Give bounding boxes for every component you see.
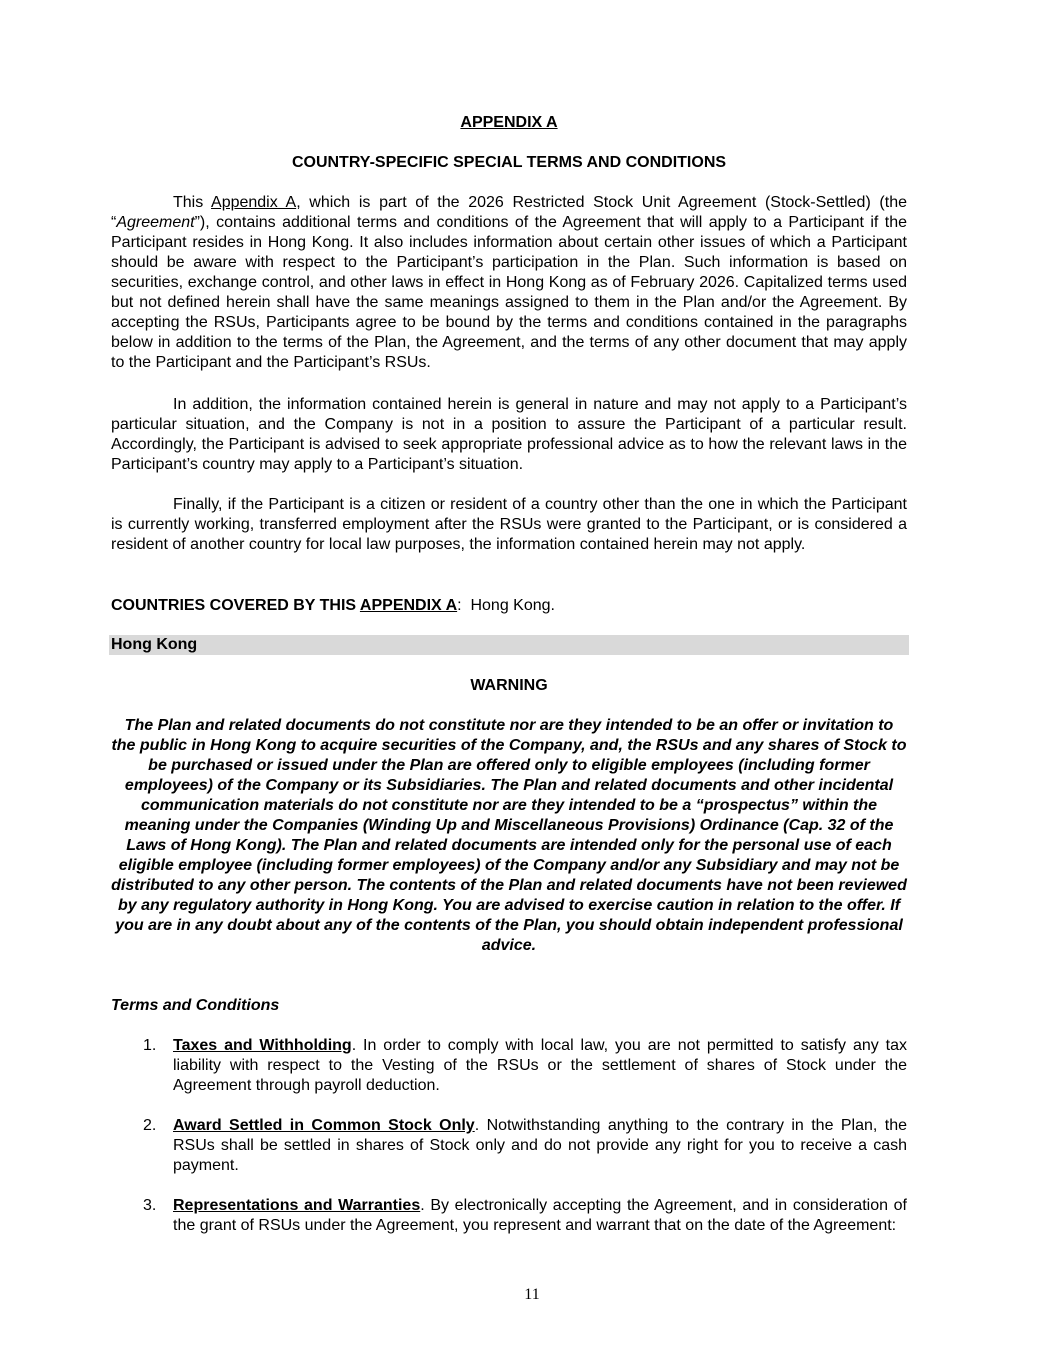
appendix-subtitle: COUNTRY-SPECIFIC SPECIAL TERMS AND CONDITIONS: [291, 154, 727, 171]
intro-paragraph-3: Finally, if the Participant is a citizen or resident of a country other than the one in which the Participant is currently working, transferred employment after the RSUs were granted to the Participant, or is considered a resident of another country for local law purposes, the information contained herein may not apply.: [111, 496, 907, 553]
warning-title: WARNING: [470, 677, 548, 694]
term-body: Representations and Warranties. By electronically accepting the Agreement, and in consideration of the grant of RSUs under the Agreement, you represent and warrant that on the date of the Agreement:: [173, 1197, 907, 1234]
term-body: Award Settled in Common Stock Only. Notwithstanding anything to the contrary in the Plan, the RSUs shall be settled in shares of Stock only and do not provide any right for you to receive a cash payment.: [173, 1117, 907, 1174]
warning-text: The Plan and related documents do not constitute nor are they intended to be an offer or invitation to the public in Hong Kong to acquire securities of the Company, and, the RSUs and any shares of Stock to be purchased or issued under the Plan are offered only to eligible employees (including former employees) of the Company or its Subsidiaries. The Plan and related documents and other incidental communication materials do not constitute nor are they intended to be a “prospectus” within the meaning under the Companies (Winding Up and Miscellaneous Provisions) Ordinance (Cap. 32 of the Laws of Hong Kong). The Plan and related documents are intended only for the personal use of each eligible employee (including former employees) of the Company and/or any Subsidiary and may not be distributed to any other person. The contents of the Plan and related documents have not been reviewed by any regulatory authority in Hong Kong. You are advised to exercise caution in relation to the offer. If you are in any doubt about any of the contents of the Plan, you should obtain independent professional advice.: [111, 717, 907, 954]
term-body: Taxes and Withholding. In order to comply with local law, you are not permitted to satisfy any tax liability with respect to the Vesting of the RSUs or the settlement of shares of Stock under the Agreement through payroll deduction.: [173, 1037, 908, 1094]
agreement-term: Agreement: [116, 214, 195, 231]
term-number: 3.: [143, 1197, 157, 1214]
term-number: 1.: [143, 1037, 157, 1054]
appendix-reference: Appendix A: [211, 194, 297, 211]
section-header-hong-kong: Hong Kong: [109, 635, 909, 655]
term-number: 2.: [143, 1117, 157, 1134]
intro-paragraph-2: In addition, the information contained herein is general in nature and may not apply to a Participant’s particular situation, and the Company is not in a position to assure the Participant of a particular result. Accordingly, the Participant is advised to seek appropriate professional advice as to how the relevant laws in the Participant’s country may apply to a Participant’s situation.: [111, 396, 907, 473]
intro-paragraph-1: This Appendix A, which is part of the 2026 Restricted Stock Unit Agreement (Stock-Settled) (the “Agreement”), contains additional terms and conditions of the Agreement that will apply to a Participant if the Participant resides in Hong Kong. It also includes information about certain other issues of which a Participant should be aware with respect to the Participant’s participation in the Plan. Such information is based on securities, exchange control, and other laws in effect in Hong Kong as of February 2026. Capitalized terms used but not defined herein shall have the same meanings assigned to them in the Plan and/or the Agreement. By accepting the RSUs, Participants agree to be bound by the terms and conditions contained in the paragraphs below in addition to the terms of the Plan, the Agreement, and the terms of any other document that may apply to the Participant and the Participant’s RSUs.: [111, 194, 908, 371]
terms-heading: Terms and Conditions: [111, 997, 280, 1014]
countries-value: Hong Kong.: [470, 597, 555, 614]
countries-covered: COUNTRIES COVERED BY THIS APPENDIX A: Hong Kong.: [111, 597, 555, 614]
page-number: 11: [524, 1286, 540, 1303]
appendix-title: APPENDIX A: [460, 114, 558, 131]
